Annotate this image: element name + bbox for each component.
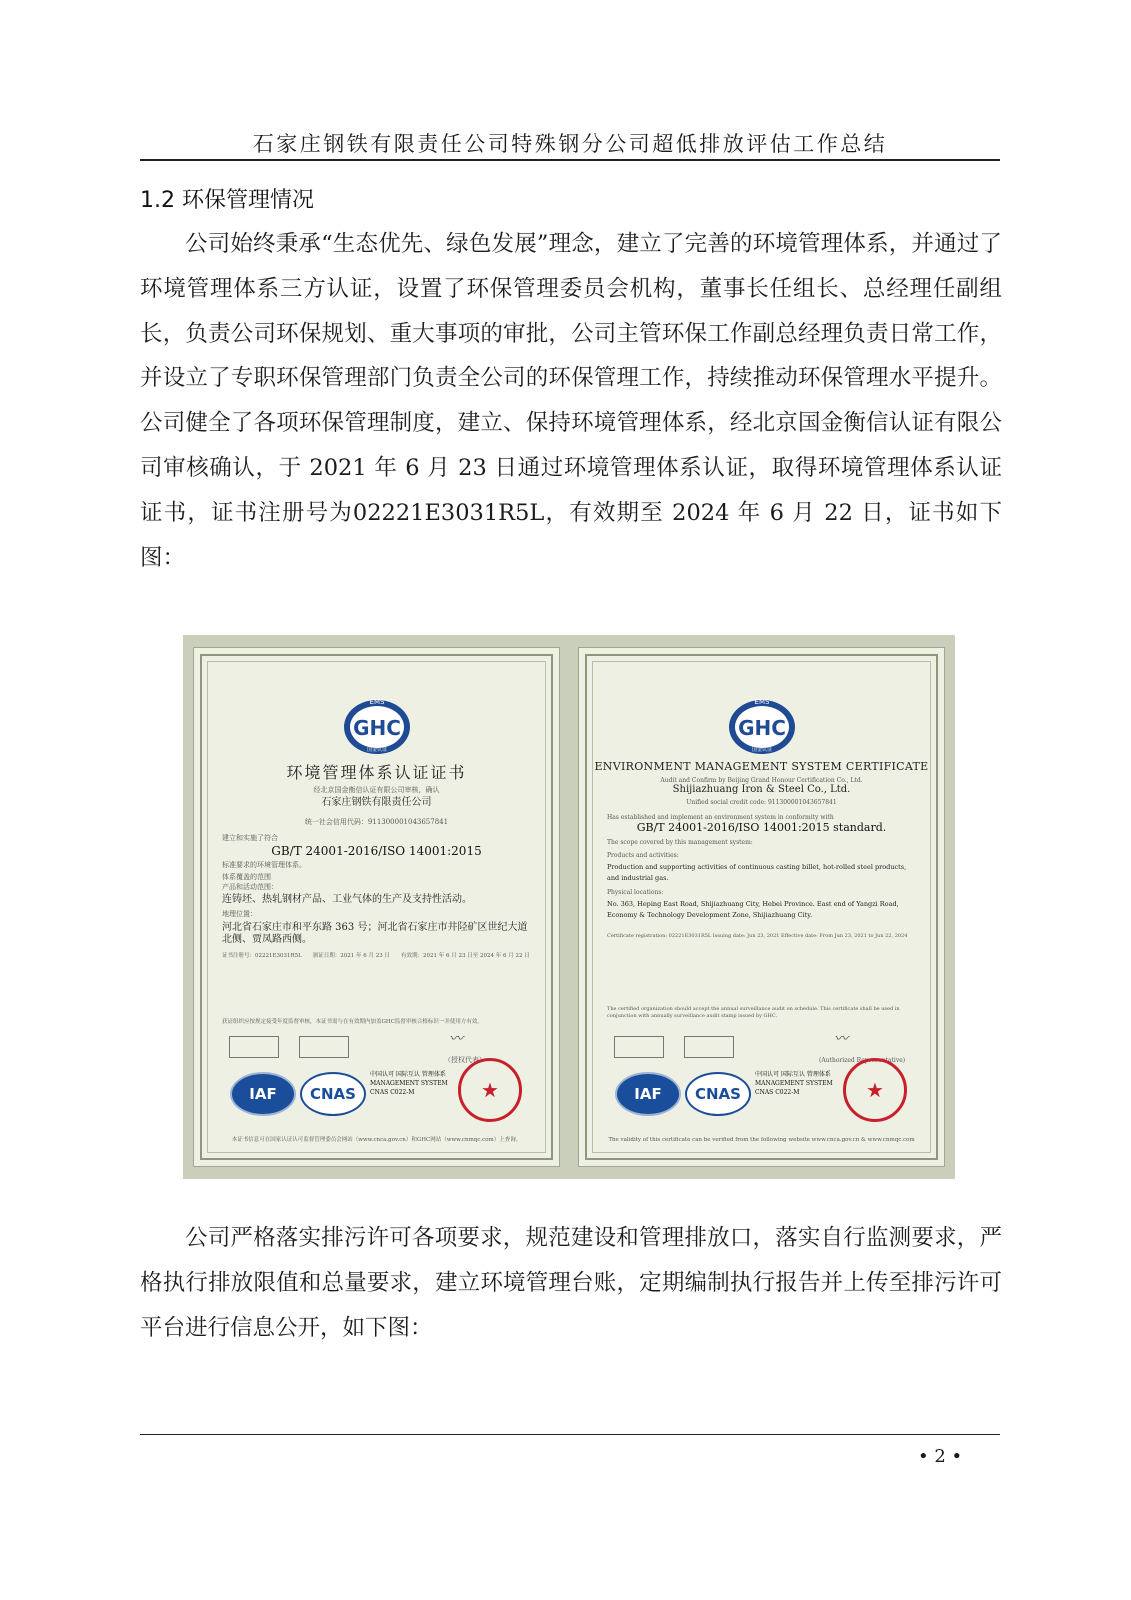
products-label: 产品和活动范围： (222, 883, 278, 891)
signature: 〰 (834, 1031, 848, 1047)
logo-text: GHC (353, 716, 401, 740)
cnas-badge: CNAS (300, 1072, 366, 1116)
audit-line: 经北京国金衡信认证有限公司审核，确认 (313, 786, 440, 794)
registration-line: 证书注册号：02221E3031R5L 颁证日期：2021 年 6 月 23 日 有效期：2021 年 6 月 23 日至 2024 年 6 月 22 日 (222, 953, 530, 959)
company-name: 石家庄钢铁有限责任公司 (321, 797, 432, 808)
accreditation-badges (222, 1066, 542, 1116)
page-header: 石家庄钢铁有限责任公司特殊钢分公司超低排放评估工作总结 (252, 132, 888, 156)
certificate-footer: The validity of this certificate can be verified from the following website www.cnca.gov.cn & www.cnmqc.com (608, 1137, 915, 1143)
iaf-badge: IAF (615, 1072, 681, 1116)
registration-line: Certificate registration: 02221E3031R5L Issuing date: Jun 23, 2021 Effective date: From Jun 23, 2021 to Jun 22, 2024 (607, 933, 908, 939)
certificate-english (578, 647, 945, 1167)
standard-text: GB/T 24001-2016/ISO 14001:2015 standard. (636, 821, 887, 834)
red-seal-icon: ★ (458, 1058, 522, 1122)
footer-rule (140, 1434, 1000, 1435)
logo-bottom-text: 国金认证 (751, 747, 773, 753)
credit-code: 统一社会信用代码：911300001043657841 (304, 818, 449, 826)
ghc-logo-icon (727, 690, 797, 760)
company-name: Shijiazhuang Iron & Steel Co., Ltd. (672, 784, 851, 795)
section-heading: 1.2 环保管理情况 (140, 188, 314, 213)
page-number: • 2 • (918, 1446, 963, 1467)
surveillance-stamp-box (299, 1036, 349, 1058)
accreditation-badges (607, 1066, 927, 1116)
products-label: Products and activities: (607, 852, 679, 859)
scope-label: 体系覆盖的范围 (222, 873, 271, 881)
logo-bottom-text: 国金认证 (366, 747, 388, 753)
surveillance-note: 获证组织应按规定接受年度监督审核，本证书需与在有效期内加盖GHC监督审核合格标识一并使用方有效。 (222, 1019, 483, 1025)
logo-top-text: EMS (369, 698, 385, 706)
standard-text: GB/T 24001-2016/ISO 14001:2015 (271, 844, 482, 858)
credit-code: Unified social credit code: 911300001043657841 (686, 799, 837, 806)
address-label: Physical locations: (607, 889, 664, 896)
accreditation-text: 中国认可 国际互认 管理体系 MANAGEMENT SYSTEM CNAS C022-M (755, 1071, 833, 1096)
surveillance-note: The certified organization should accept the annual surveillance audit on schedule. This certificate shall be used in conjunction with annually surveillance audit stamp issued by GHC. (607, 1006, 900, 1019)
surveillance-stamp-box (684, 1036, 734, 1058)
sign-label: (Authorized Representative) (819, 1057, 906, 1064)
header-rule (140, 159, 1000, 161)
surveillance-stamp-box (229, 1036, 279, 1058)
red-seal-icon: ★ (843, 1058, 907, 1122)
body-paragraph: 公司始终秉承“生态优先、绿色发展”理念，建立了完善的环境管理体系，并通过了环境管理体系三方认证，设置了环保管理委员会机构，董事长任组长、总经理任副组长，负责公司环保规划、重大事项的审批，公司主管环保工作副总经理负责日常工作，并设立了专职环保管理部门负责全公司的环保管理工作，持续推动环保管理水平提升。公司健全了各项环保管理制度，建立、保持环境管理体系，经北京国金衡信认证有限公司审核确认，于 2021 年 6 月 23 日通过环境管理体系认证，取得环境管理体系认证证书，证书注册号为02221E3031R5L，有效期至 2024 年 6 月 22 日，证书如下图： (140, 231, 1002, 571)
logo-text: GHC (738, 716, 786, 740)
certificate-title: ENVIRONMENT MANAGEMENT SYSTEM CERTIFICATE (594, 760, 929, 773)
accreditation-text: 中国认可 国际互认 管理体系 MANAGEMENT SYSTEM CNAS C022-M (370, 1071, 448, 1096)
products-text: 连铸坯、热轧钢材产品、工业气体的生产及支持性活动。 (222, 894, 472, 905)
certificate-title: 环境管理体系认证证书 (286, 763, 467, 782)
scope-label: The scope covered by this management system: (607, 839, 753, 846)
ghc-logo-icon (342, 690, 412, 760)
certificate-chinese (193, 647, 560, 1167)
body-paragraph: 公司严格落实排污许可各项要求，规范建设和管理排放口，落实自行监测要求，严格执行排放限值和总量要求，建立环境管理台账，定期编制执行报告并上传至排污许可平台进行信息公开，如下图： (140, 1225, 1002, 1341)
certificate-figure (183, 635, 955, 1179)
audit-line: Audit and Confirm by Beijing Grand Honour Certification Co., Ltd. (660, 777, 863, 784)
surveillance-stamp-box (614, 1036, 664, 1058)
established-line: Has established and implement an environment system in conformity with (607, 814, 834, 821)
logo-top-text: EMS (754, 698, 770, 706)
cnas-badge: CNAS (685, 1072, 751, 1116)
signature: 〰 (449, 1031, 463, 1047)
address-text: No. 363, Heping East Road, Shijiazhuang City, Hebei Province. East end of Yangzi Road, Economy & Technology Development Zone, Shijiazhuang City. (607, 900, 899, 919)
products-text: Production and supporting activities of continuous casting billet, hot-rolled steel products, and industrial gas. (607, 863, 907, 882)
address-text: 河北省石家庄市和平东路 363 号；河北省石家庄市井陉矿区世纪大道北侧、贾凤路西侧。 (222, 922, 528, 945)
established-line: 建立和实施了符合 (222, 834, 278, 842)
address-label: 地理位置： (222, 910, 257, 918)
standard-note: 标准要求的环境管理体系。 (222, 861, 306, 869)
iaf-badge: IAF (230, 1072, 296, 1116)
certificate-footer: 本证书信息可在国家认证认可监督管理委员会网站（www.cnca.gov.cn）和GHC网站（www.cnmqc.com）上查询。 (231, 1137, 522, 1143)
sign-label: （授权代表） (444, 1056, 486, 1064)
